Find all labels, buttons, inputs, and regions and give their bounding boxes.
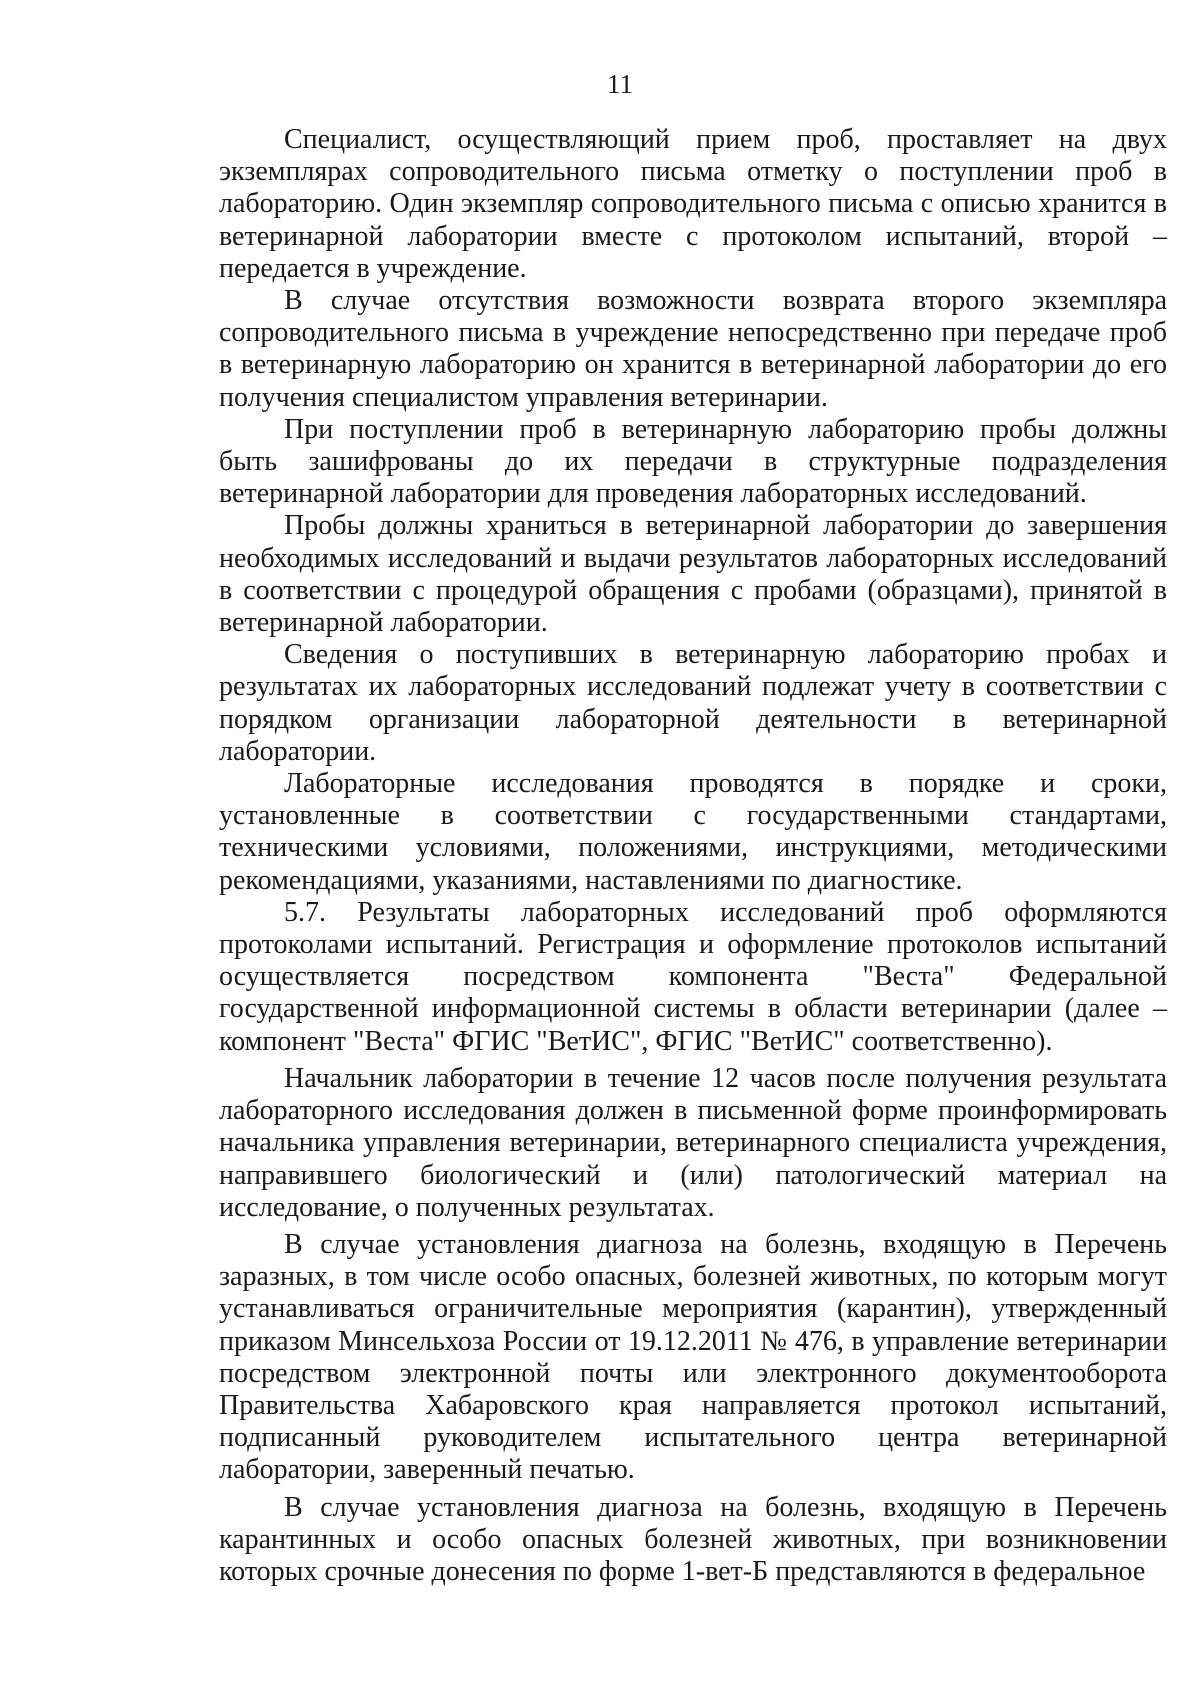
document-body xyxy=(219,124,1167,1588)
page-number: 11 xyxy=(607,69,633,99)
paragraph: В случае отсутствия возможности возврата второго экземпляра сопроводительного письма в учреждение непосредственно при передаче проб в ветеринарную лабораторию он хранится в ветеринарной лаборатории до его получения специалистом управления ветеринарии. xyxy=(219,285,1167,413)
paragraph: Специалист, осуществляющий прием проб, проставляет на двух экземплярах сопроводительного письма отметку о поступлении проб в лабораторию. Один экземпляр сопроводительного письма с описью хранится в ветеринарной лаборатории вместе с протоколом испытаний, второй – передается в учреждение. xyxy=(219,124,1167,284)
paragraph: Пробы должны храниться в ветеринарной лаборатории до завершения необходимых исследований и выдачи результатов лабораторных исследований в соответствии с процедурой обращения с пробами (образцами), принятой в ветеринарной лаборатории. xyxy=(219,510,1167,639)
paragraph: Сведения о поступивших в ветеринарную лабораторию пробах и результатах их лабораторных исследований подлежат учету в соответствии с порядком организации лабораторной деятельности в ветеринарной лаборатории. xyxy=(219,639,1167,767)
paragraph: В случае установления диагноза на болезнь, входящую в Перечень заразных, в том числе особо опасных, болезней животных, по которым могут устанавливаться ограничительные мероприятия (карантин), утвержденный приказом Минсельхоза России от 19.12.2011 № 476, в управление ветеринарии посредством электронной почты или электронного документооборота Правительства Хабаровского края направляется протокол испытаний, подписанный руководителем испытательного центра ветеринарной лаборатории, заверенный печатью. xyxy=(219,1228,1167,1486)
paragraph: Начальник лаборатории в течение 12 часов после получения результата лабораторного исследования должен в письменной форме проинформировать начальника управления ветеринарии, ветеринарного специалиста учреждения, направившего биологический и (или) патологический материал на исследование, о полученных результатах. xyxy=(219,1062,1167,1223)
paragraph: 5.7. Результаты лабораторных исследований проб оформляются протоколами испытаний. Регистрация и оформление протоколов испытаний осуществляется посредством компонента "Веста" Федеральной государственной информационной системы в области ветеринарии (далее – компонент "Веста" ФГИС "ВетИС", ФГИС "ВетИС" соответственно). xyxy=(219,896,1167,1057)
paragraph: При поступлении проб в ветеринарную лабораторию пробы должны быть зашифрованы до их передачи в структурные подразделения ветеринарной лаборатории для проведения лабораторных исследований. xyxy=(219,413,1167,510)
paragraph: В случае установления диагноза на болезнь, входящую в Перечень карантинных и особо опасных болезней животных, при возникновении которых срочные донесения по форме 1-вет-Б представляются в федеральное xyxy=(219,1491,1167,1587)
paragraph: Лабораторные исследования проводятся в порядке и сроки, установленные в соответствии с государственными стандартами, техническими условиями, положениями, инструкциями, методическими рекомендациями, указаниями, наставлениями по диагностике. xyxy=(219,768,1167,896)
